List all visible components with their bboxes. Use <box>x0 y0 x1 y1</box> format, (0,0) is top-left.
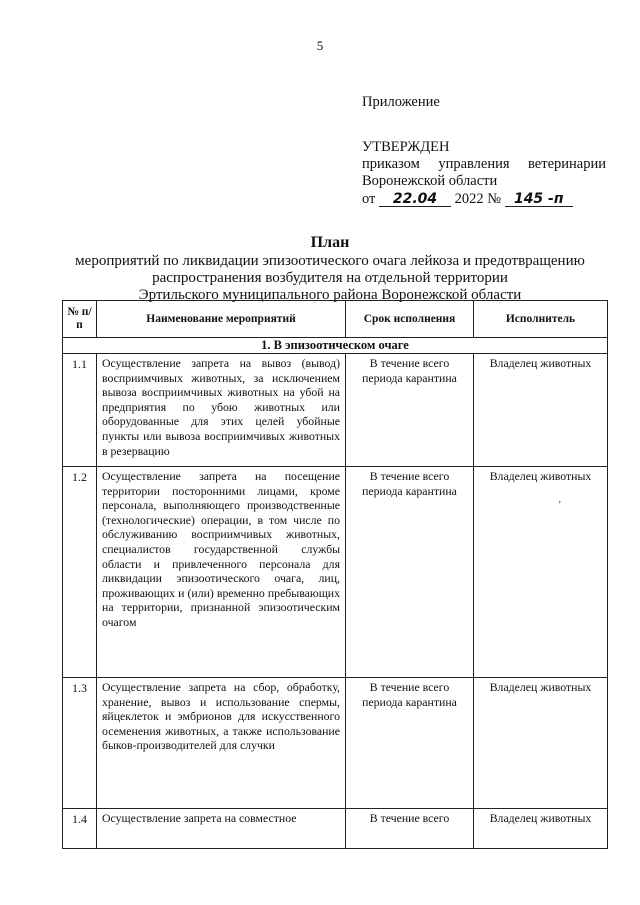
order-date-line <box>362 191 606 208</box>
row-executor: Владелец животных <box>474 467 608 678</box>
table-row <box>63 809 608 849</box>
measures-table <box>62 300 608 849</box>
approved-label: УТВЕРЖДЕН <box>362 139 450 155</box>
handwritten-order-number: 145 -п <box>505 193 573 207</box>
header-executor: Исполнитель <box>474 301 608 338</box>
year-text: 2022 № <box>454 191 502 207</box>
appendix-label: Приложение <box>362 94 440 110</box>
table-row <box>63 354 608 467</box>
stray-mark: ʼ <box>558 500 562 511</box>
row-num: 1.1 <box>63 354 97 467</box>
date-prefix: от <box>362 191 376 207</box>
order-line-2: Воронежской области <box>362 173 498 189</box>
row-num: 1.3 <box>63 678 97 809</box>
section-title: 1. В эпизоотическом очаге <box>63 338 608 354</box>
row-term: В течение всего периода карантина <box>346 354 474 467</box>
plan-heading: План <box>310 234 350 251</box>
row-num: 1.2 <box>63 467 97 678</box>
approval-block <box>362 94 606 208</box>
row-executor: Владелец животных <box>474 678 608 809</box>
plan-title-block <box>60 234 600 304</box>
plan-subtitle-line-2: распространения возбудителя на отдельной территории <box>152 270 508 286</box>
row-name: Осуществление запрета на вывоз (вывод) восприимчивых животных, за исключением вывоза восприимчивых животных на убой на предприятия по убою животных или оборудованные для этих целей убойные пункты или вывоза восприимчивых животных в резервацию <box>97 354 346 467</box>
table-header-row <box>63 301 608 338</box>
page-number: 5 <box>316 38 324 53</box>
row-executor: Владелец животных <box>474 809 608 849</box>
table-row <box>63 467 608 678</box>
table-row <box>63 678 608 809</box>
row-term: В течение всего <box>346 809 474 849</box>
row-num: 1.4 <box>63 809 97 849</box>
row-name: Осуществление запрета на сбор, обработку, хранение, вывоз и использование спермы, яйцеклеток и эмбрионов для искусственного осеменения животных, а также использование быков-производителей для случки <box>97 678 346 809</box>
header-name: Наименование мероприятий <box>97 301 346 338</box>
row-term: В течение всего периода карантина <box>346 467 474 678</box>
order-line-1: приказом управления ветеринарии <box>362 156 606 172</box>
header-term: Срок исполнения <box>346 301 474 338</box>
row-name: Осуществление запрета на посещение территории посторонними лицами, кроме персонала, выполняющего производственные (технологические) операции, в том числе по обслуживанию восприимчивых животных, специалистов государственной службы области и привлеченного персонала для ликвидации эпизоотического очага, лиц, проживающих и (или) временно пребывающих на территории, признанной эпизоотическим очагом <box>97 467 346 678</box>
row-executor: Владелец животных <box>474 354 608 467</box>
header-num: № п/п <box>63 301 97 338</box>
plan-subtitle-line-3: Эртильского муниципального района Воронежской области <box>138 287 522 303</box>
row-term: В течение всего периода карантина <box>346 678 474 809</box>
row-name: Осуществление запрета на совместное <box>97 809 346 849</box>
section-row <box>63 338 608 354</box>
plan-subtitle-line-1: мероприятий по ликвидации эпизоотического очага лейкоза и предотвращению <box>75 253 585 269</box>
handwritten-date: 22.04 <box>379 193 451 207</box>
